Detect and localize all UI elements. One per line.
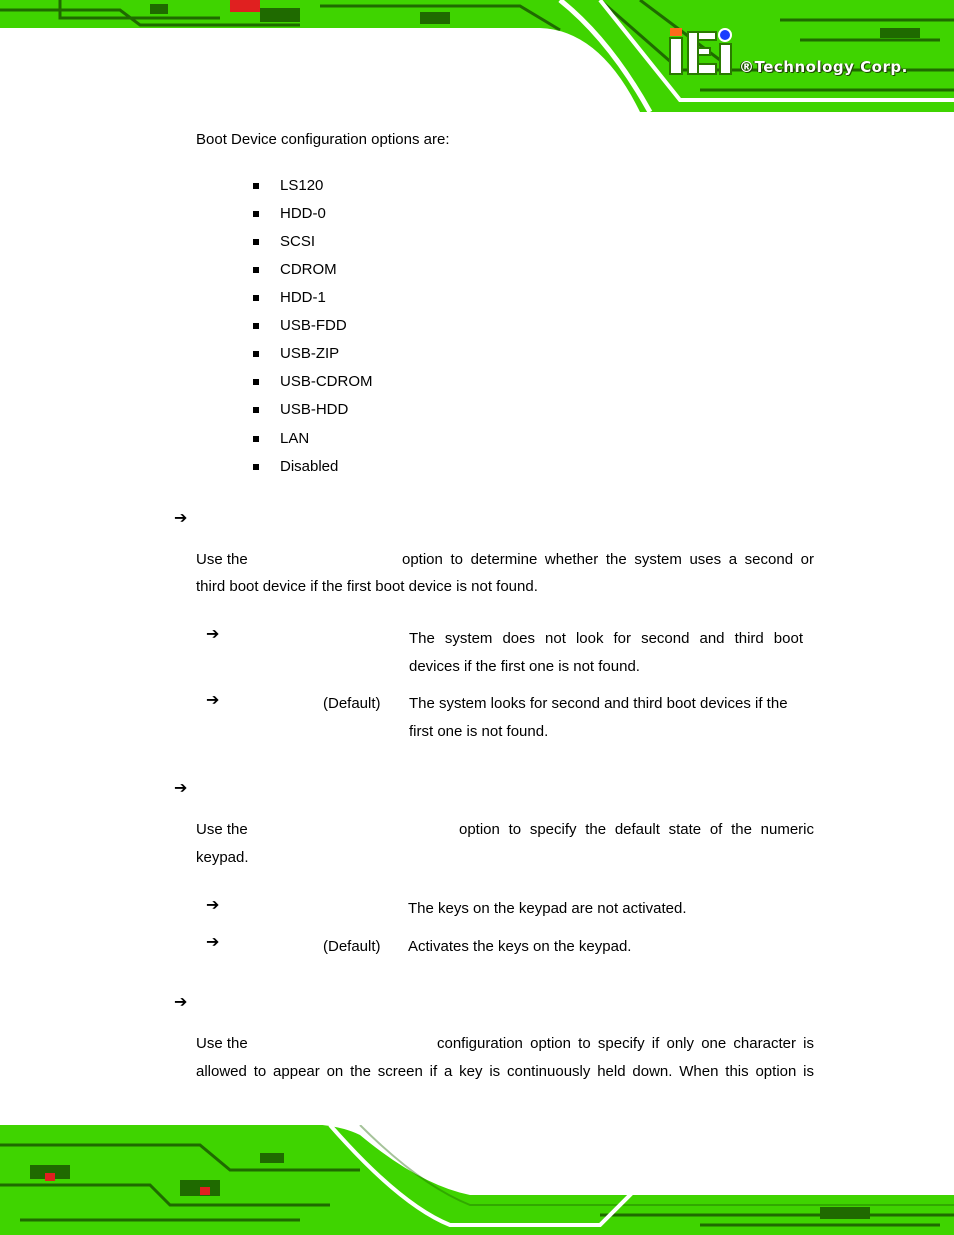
list-bullet — [253, 211, 259, 217]
list-bullet — [253, 183, 259, 189]
list-item: USB-ZIP — [280, 345, 340, 362]
section-arrow-icon: ➔ — [174, 992, 188, 1011]
section1-text-line2: third boot device if the first boot device is not found. — [196, 578, 538, 595]
section-arrow-icon: ➔ — [174, 508, 188, 527]
list-item: LAN — [280, 430, 310, 447]
section-arrow-icon: ➔ — [174, 778, 188, 797]
list-item: HDD-1 — [280, 289, 326, 306]
default-label: (Default) — [323, 695, 381, 712]
list-bullet — [253, 295, 259, 301]
footer-banner — [0, 1125, 954, 1235]
list-bullet — [253, 323, 259, 329]
section1-text: option to determine whether the system uses a second or — [402, 551, 814, 568]
section1-lead: Use the — [196, 551, 248, 568]
list-bullet — [253, 239, 259, 245]
section3-text-line2: allowed to appear on the screen if a key is continuously held down. When this option is — [196, 1063, 814, 1080]
list-item: USB-FDD — [280, 317, 347, 334]
option-arrow-icon: ➔ — [206, 624, 220, 643]
section3-text: configuration option to specify if only one character is — [437, 1035, 814, 1052]
list-item: USB-HDD — [280, 401, 349, 418]
section2-text-line2: keypad. — [196, 849, 249, 866]
option-description: The keys on the keypad are not activated. — [408, 900, 687, 917]
option-description: The system looks for second and third boot devices if the — [409, 695, 788, 712]
list-bullet — [253, 436, 259, 442]
section2-text: option to specify the default state of the numeric — [459, 821, 814, 838]
list-item: HDD-0 — [280, 205, 326, 222]
list-item: SCSI — [280, 233, 316, 250]
list-item: LS120 — [280, 177, 324, 194]
company-brand: ®Technology Corp. — [739, 58, 908, 76]
list-bullet — [253, 407, 259, 413]
option-arrow-icon: ➔ — [206, 690, 220, 709]
option-arrow-icon: ➔ — [206, 895, 220, 914]
option-description-line2: devices if the first one is not found. — [409, 658, 640, 675]
header-banner — [0, 0, 954, 112]
option-description: The system does not look for second and third boot — [409, 630, 803, 647]
section2-lead: Use the — [196, 821, 248, 838]
list-bullet — [253, 464, 259, 470]
section3-lead: Use the — [196, 1035, 248, 1052]
option-description: Activates the keys on the keypad. — [408, 938, 632, 955]
list-item: USB-CDROM — [280, 373, 373, 390]
option-arrow-icon: ➔ — [206, 932, 220, 951]
list-bullet — [253, 267, 259, 273]
intro-text: Boot Device configuration options are: — [196, 131, 450, 148]
list-item: CDROM — [280, 261, 337, 278]
default-label: (Default) — [323, 938, 381, 955]
list-item: Disabled — [280, 458, 339, 475]
option-description-line2: first one is not found. — [409, 723, 549, 740]
list-bullet — [253, 351, 259, 357]
list-bullet — [253, 379, 259, 385]
